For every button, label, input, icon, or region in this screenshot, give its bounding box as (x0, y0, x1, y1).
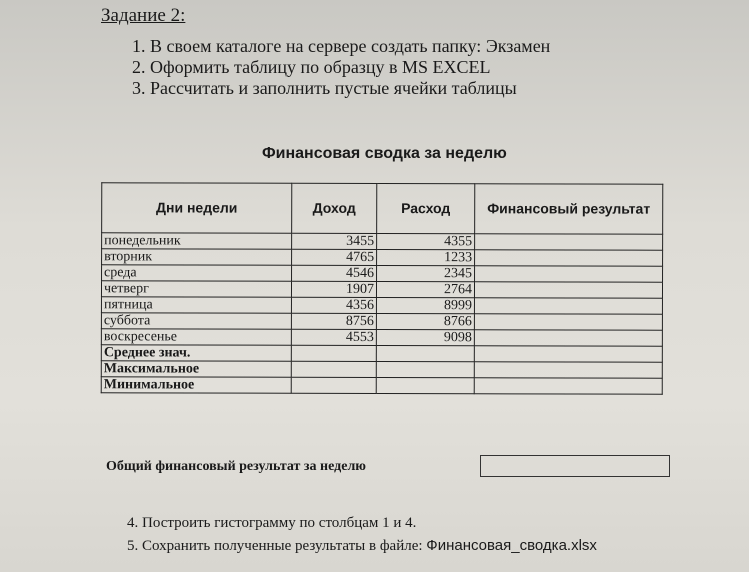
stat-cell (291, 361, 376, 377)
expense-cell: 8766 (376, 313, 474, 329)
stats-row-average (101, 345, 662, 362)
table-row (102, 249, 663, 266)
result-cell (474, 330, 662, 346)
income-cell: 4356 (291, 297, 376, 313)
stats-row-max (101, 361, 662, 378)
expense-cell: 8999 (376, 297, 474, 313)
expense-cell: 2764 (376, 281, 474, 297)
stat-label: Максимальное (101, 361, 291, 377)
assignment-heading: Задание 2: (101, 5, 186, 26)
income-cell: 3455 (292, 233, 377, 249)
task-5 (127, 537, 597, 555)
expense-cell: 2345 (377, 265, 475, 281)
stats-row-min (101, 377, 662, 394)
stat-cell (376, 361, 474, 377)
day-cell: понедельник (102, 233, 292, 249)
expense-cell: 9098 (376, 329, 474, 345)
finance-table (101, 182, 664, 394)
stat-cell (291, 345, 376, 361)
stat-cell (474, 362, 662, 378)
income-cell: 4553 (291, 329, 376, 345)
result-cell (475, 234, 663, 250)
table-title: Финансовая сводка за неделю (262, 145, 507, 162)
day-cell: воскресенье (101, 329, 291, 345)
day-cell: суббота (101, 313, 291, 329)
weekly-result-label: Общий финансовый результат за неделю (106, 459, 366, 474)
stat-label: Минимальное (101, 377, 291, 393)
stat-cell (474, 346, 662, 362)
stat-cell (474, 378, 662, 394)
header-expense: Расход (377, 183, 475, 233)
task-1: 1. В своем каталоге на сервере создать папку: Экзамен (132, 36, 551, 56)
table-row (101, 329, 662, 346)
result-cell (475, 266, 663, 282)
table-row (102, 265, 663, 282)
table-row (101, 281, 662, 298)
table-header-row (102, 183, 663, 234)
table-row (102, 233, 663, 250)
result-cell (474, 282, 662, 298)
task-3: 3. Рассчитать и заполнить пустые ячейки таблицы (132, 78, 517, 98)
income-cell: 8756 (291, 313, 376, 329)
result-cell (475, 250, 663, 266)
task-5-text: 5. Сохранить полученные результаты в файле: (127, 538, 423, 554)
header-days: Дни недели (102, 183, 292, 233)
header-income: Доход (292, 183, 377, 233)
stat-cell (376, 377, 474, 393)
file-name: Финансовая_сводка.xlsx (426, 537, 597, 554)
stat-cell (291, 377, 376, 393)
day-cell: среда (102, 265, 292, 281)
expense-cell: 1233 (377, 249, 475, 265)
result-cell (474, 298, 662, 314)
expense-cell: 4355 (377, 233, 475, 249)
task-4: 4. Построить гистограмму по столбцам 1 и 4. (127, 515, 417, 531)
income-cell: 4765 (292, 249, 377, 265)
header-result: Финансовый результат (475, 184, 663, 234)
stat-cell (376, 345, 474, 361)
income-cell: 1907 (291, 281, 376, 297)
day-cell: пятница (101, 297, 291, 313)
stat-label: Среднее знач. (101, 345, 291, 361)
day-cell: вторник (102, 249, 292, 265)
table-row (101, 313, 662, 330)
day-cell: четверг (101, 281, 291, 297)
weekly-result-box (480, 455, 670, 477)
task-2: 2. Оформить таблицу по образцу в MS EXCEL (132, 57, 491, 77)
income-cell: 4546 (292, 265, 377, 281)
table-row (101, 297, 662, 314)
task-list (132, 36, 550, 99)
result-cell (474, 314, 662, 330)
